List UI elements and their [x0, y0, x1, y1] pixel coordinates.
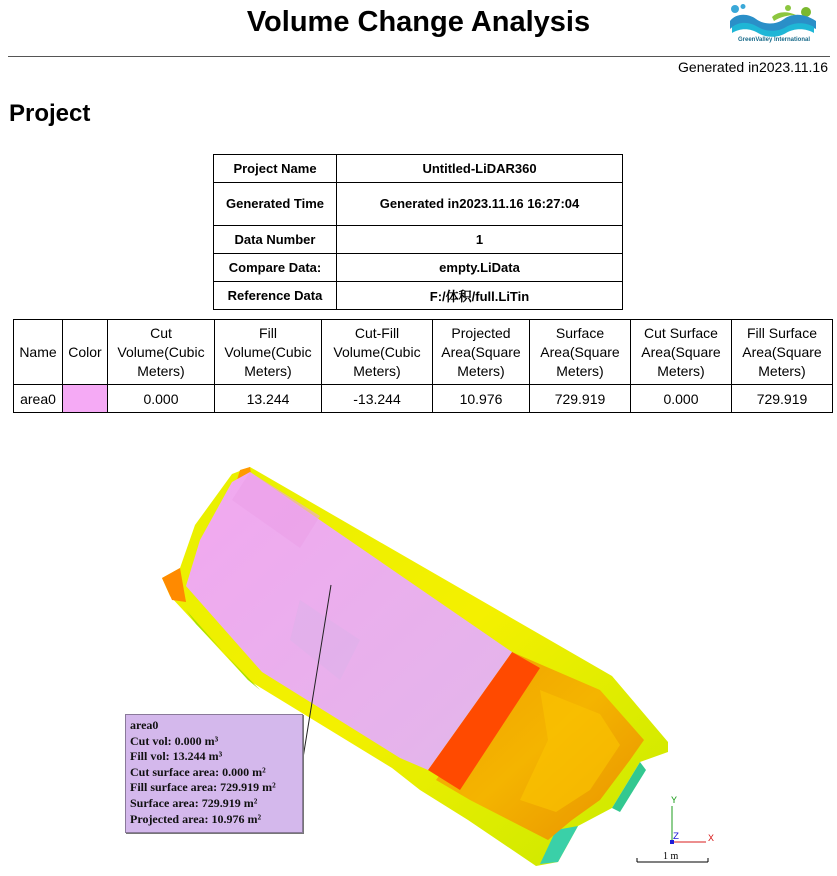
- header-divider: [8, 56, 830, 57]
- volume-table: [13, 319, 833, 413]
- panel-cut-surface: Cut surface area: 0.000 m²: [130, 764, 266, 779]
- col-cut-volume: Cut Volume(Cubic Meters): [108, 320, 215, 385]
- cell-fill-volume: 13.244: [215, 385, 322, 413]
- compare-data-value: empty.LiData: [337, 254, 623, 282]
- generated-time-value: Generated in2023.11.16 16:27:04: [337, 183, 623, 226]
- reference-data-value: F:/体积/full.LiTin: [337, 282, 623, 310]
- table-row: [214, 282, 623, 310]
- cell-cut-volume: 0.000: [108, 385, 215, 413]
- table-row: [214, 226, 623, 254]
- cell-cut-surface-area: 0.000: [631, 385, 732, 413]
- cell-name: area0: [14, 385, 63, 413]
- reference-data-label: Reference Data: [214, 282, 337, 310]
- col-name: Name: [14, 320, 63, 385]
- cell-projected-area: 10.976: [433, 385, 530, 413]
- compare-data-label: Compare Data:: [214, 254, 337, 282]
- table-header-row: [14, 320, 833, 385]
- col-cut-surface-area: Cut Surface Area(Square Meters): [631, 320, 732, 385]
- project-info-table: [213, 154, 623, 310]
- table-row: [214, 183, 623, 226]
- color-swatch: [63, 385, 108, 413]
- data-number-label: Data Number: [214, 226, 337, 254]
- project-name-label: Project Name: [214, 155, 337, 183]
- generated-time-label: Generated Time: [214, 183, 337, 226]
- panel-fill-vol: Fill vol: 13.244 m³: [130, 749, 223, 764]
- table-row: [214, 254, 623, 282]
- col-fill-surface-area: Fill Surface Area(Square Meters): [732, 320, 833, 385]
- report-title: Volume Change Analysis: [246, 6, 591, 38]
- project-heading: Project: [9, 100, 91, 127]
- table-row: [14, 385, 833, 413]
- panel-projected-area: Projected area: 10.976 m²: [130, 811, 262, 826]
- panel-fill-surface: Fill surface area: 729.919 m²: [130, 780, 276, 795]
- panel-area-name: area0: [130, 718, 159, 732]
- area-info-panel: [125, 714, 303, 833]
- col-surface-area: Surface Area(Square Meters): [530, 320, 631, 385]
- table-row: [214, 155, 623, 183]
- axis-z-label: Z: [673, 832, 680, 843]
- cell-fill-surface-area: 729.919: [732, 385, 833, 413]
- generated-date: Generated in2023.11.16: [678, 59, 828, 75]
- panel-surface-area: Surface area: 729.919 m²: [130, 795, 258, 810]
- col-cut-fill-volume: Cut-Fill Volume(Cubic Meters): [322, 320, 433, 385]
- logo-text: GreenValley International: [737, 37, 811, 43]
- logo-graphic: [726, 3, 822, 39]
- scale-bar-label: 1 m: [663, 851, 679, 862]
- col-projected-area: Projected Area(Square Meters): [433, 320, 530, 385]
- company-logo: [726, 3, 822, 47]
- cell-cut-fill-volume: -13.244: [322, 385, 433, 413]
- col-color: Color: [63, 320, 108, 385]
- project-name-value: Untitled-LiDAR360: [337, 155, 623, 183]
- col-fill-volume: Fill Volume(Cubic Meters): [215, 320, 322, 385]
- axis-x-label: X: [708, 834, 715, 845]
- data-number-value: 1: [337, 226, 623, 254]
- cell-surface-area: 729.919: [530, 385, 631, 413]
- panel-cut-vol: Cut vol: 0.000 m³: [130, 733, 219, 748]
- axis-y-label: Y: [671, 796, 678, 807]
